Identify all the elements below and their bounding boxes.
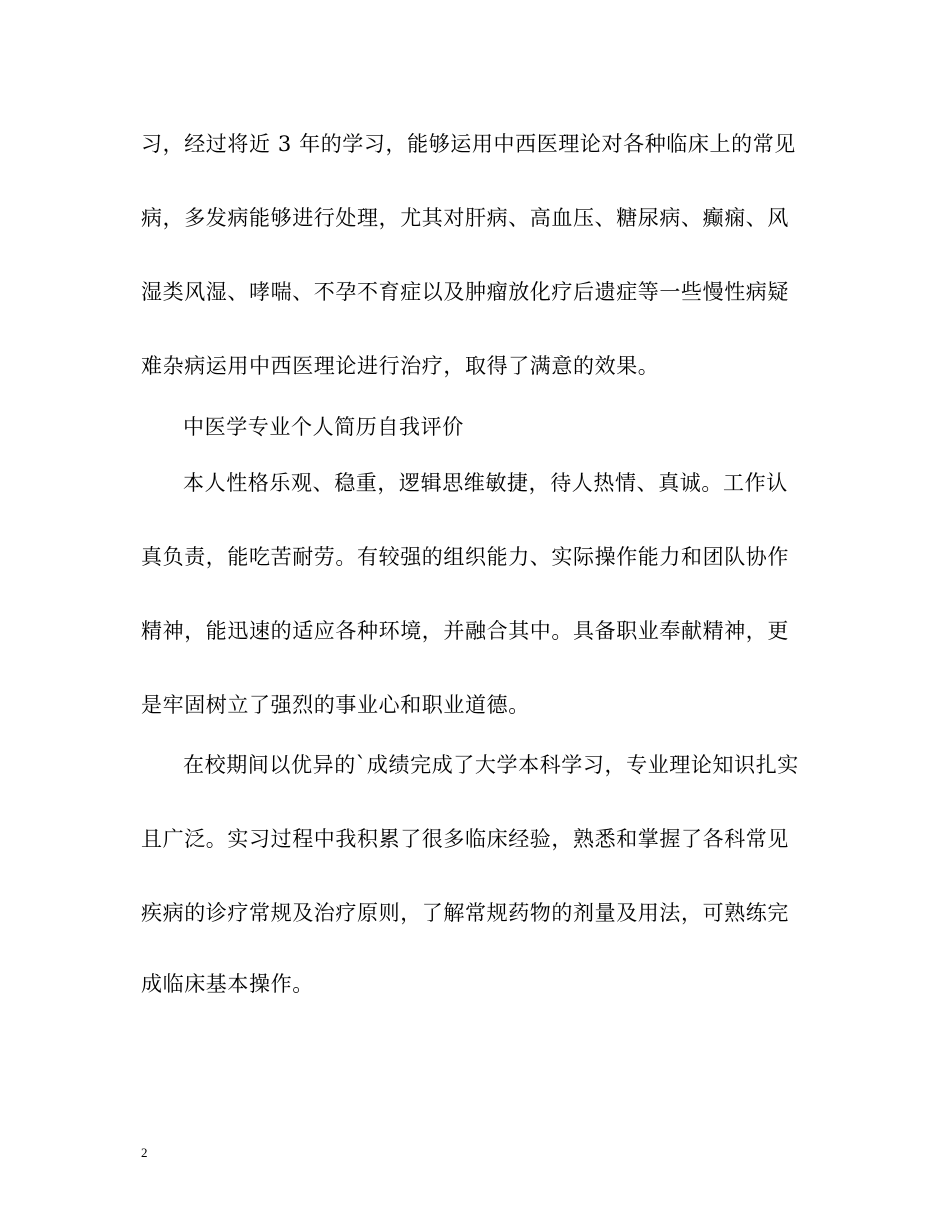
paragraph-3-line-2: 且广泛。实习过程中我积累了很多临床经验，熟悉和掌握了各科常见 bbox=[141, 827, 789, 851]
paragraph-2-line-2: 真负责，能吃苦耐劳。有较强的组织能力、实际操作能力和团队协作 bbox=[141, 545, 789, 569]
paragraph-1-line-4: 难杂病运用中西医理论进行治疗，取得了满意的效果。 bbox=[141, 354, 660, 378]
paragraph-2-line-4: 是牢固树立了强烈的事业心和职业道德。 bbox=[141, 693, 530, 717]
section-heading: 中医学专业个人简历自我评价 bbox=[183, 415, 464, 439]
paragraph-1-line-2: 病，多发病能够进行处理，尤其对肝病、高血压、糖尿病、癫痫、风 bbox=[141, 206, 789, 230]
paragraph-1-line-1: 习，经过将近 3 年的学习，能够运用中西医理论对各种临床上的常见 bbox=[141, 132, 796, 156]
paragraph-2-line-3: 精神，能迅速的适应各种环境，并融合其中。具备职业奉献精神，更 bbox=[141, 619, 789, 643]
paragraph-2-line-1: 本人性格乐观、稳重，逻辑思维敏捷，待人热情、真诚。工作认 bbox=[183, 471, 788, 495]
paragraph-3-line-4: 成临床基本操作。 bbox=[141, 972, 314, 996]
paragraph-3-line-3: 疾病的诊疗常规及治疗原则，了解常规药物的剂量及用法，可熟练完 bbox=[141, 901, 789, 925]
paragraph-1-line-3: 湿类风湿、哮喘、不孕不育症以及肿瘤放化疗后遗症等一些慢性病疑 bbox=[141, 280, 789, 304]
paragraph-3-line-1: 在校期间以优异的`成绩完成了大学本科学习，专业理论知识扎实 bbox=[183, 753, 799, 777]
page-number: 2 bbox=[141, 1145, 148, 1160]
